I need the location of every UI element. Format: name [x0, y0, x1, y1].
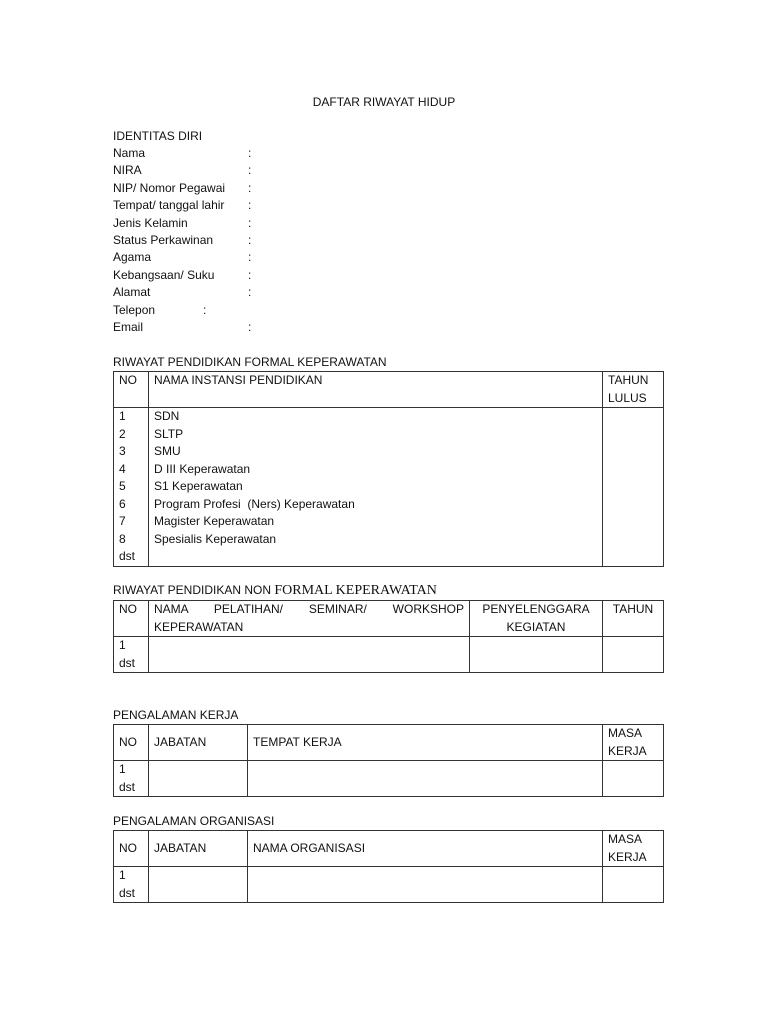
list-item: SLTP [154, 426, 184, 441]
table-row [114, 761, 664, 797]
row-number: 8 [119, 531, 126, 546]
organizer-cell[interactable] [470, 637, 603, 673]
field-label: Email [113, 319, 144, 334]
header-jabatan: JABATAN [149, 831, 248, 867]
field-colon: : [248, 232, 252, 247]
organization-experience-table [113, 830, 664, 903]
heading-part: RIWAYAT PENDIDIKAN NON [113, 583, 275, 597]
header-no: NO [114, 372, 149, 408]
formal-education-heading: RIWAYAT PENDIDIKAN FORMAL KEPERAWATAN [113, 355, 387, 369]
work-experience-heading: PENGALAMAN KERJA [113, 708, 239, 722]
header-nama-instansi: NAMA INSTANSI PENDIDIKAN [149, 372, 603, 408]
header-line: MASA [608, 726, 643, 740]
position-cell[interactable] [149, 761, 248, 797]
heading-part: FORMAL KEPERAWATAN [274, 583, 437, 598]
header-jabatan: JABATAN [149, 725, 248, 761]
header-masa-kerja [603, 725, 664, 761]
header-no: NO [114, 601, 149, 637]
row-number: 3 [119, 444, 126, 458]
field-colon: : [248, 180, 252, 195]
position-cell[interactable] [149, 867, 248, 903]
list-item: Spesialis Keperawatan [154, 531, 277, 546]
header-line: MASA [608, 832, 643, 846]
field-colon: : [248, 163, 252, 178]
field-colon: : [248, 146, 252, 160]
table-header-row [114, 601, 664, 637]
work-experience-table [113, 724, 664, 797]
list-item: SMU [154, 444, 181, 458]
workplace-cell[interactable] [248, 761, 603, 797]
table-header-row [114, 831, 664, 867]
header-line: KERJA [608, 743, 647, 758]
field-colon: : [248, 319, 252, 334]
list-item: S1 Keperawatan [154, 479, 243, 493]
header-line: NAMA PELATIHAN/ SEMINAR/ WORKSHOP [154, 602, 464, 616]
header-tempat-kerja: TEMPAT KERJA [248, 725, 603, 761]
page-title: DAFTAR RIWAYAT HIDUP [312, 95, 456, 109]
row-number: 5 [119, 479, 126, 493]
header-tahun: TAHUN [603, 601, 664, 637]
table-header-row [114, 372, 664, 408]
row-number: 6 [119, 496, 126, 511]
header-penyelenggara [470, 601, 603, 637]
field-label: Kebangsaan/ Suku [113, 267, 215, 282]
table-header-row [114, 725, 664, 761]
year-cell[interactable] [603, 408, 664, 567]
row-number: dst [119, 779, 136, 794]
formal-education-table [113, 371, 664, 567]
row-number: 1 [119, 868, 126, 882]
tenure-cell[interactable] [603, 761, 664, 797]
row-number-cell [114, 867, 149, 903]
field-label: Alamat [113, 285, 151, 300]
header-tahun-lulus [603, 372, 664, 408]
table-row [114, 867, 664, 903]
row-number: 2 [119, 426, 126, 441]
nonformal-education-table [113, 600, 664, 673]
row-number: 1 [119, 409, 126, 423]
organization-name-cell[interactable] [248, 867, 603, 903]
list-item: SDN [154, 409, 180, 423]
header-nama-pelatihan [149, 601, 470, 637]
row-number: 7 [119, 514, 126, 528]
header-line: KEGIATAN [506, 619, 566, 634]
field-colon: : [203, 302, 207, 317]
field-label: Tempat/ tanggal lahir [113, 198, 225, 213]
field-label: Agama [113, 250, 152, 265]
header-line: LULUS [608, 390, 647, 405]
field-colon: : [248, 267, 252, 282]
header-nama-organisasi: NAMA ORGANISASI [248, 831, 603, 867]
nonformal-education-heading [113, 582, 437, 600]
header-masa-kerja [603, 831, 664, 867]
institution-column [149, 408, 603, 567]
row-number: 1 [119, 638, 126, 652]
list-item: Program Profesi (Ners) Keperawatan [154, 496, 355, 511]
row-number: dst [119, 549, 136, 563]
list-item: D III Keperawatan [154, 461, 251, 476]
header-line: KERJA [608, 849, 647, 864]
row-number-cell [114, 761, 149, 797]
organization-experience-heading: PENGALAMAN ORGANISASI [113, 814, 275, 828]
field-label: Status Perkawinan [113, 232, 214, 247]
header-line: PENYELENGGARA [482, 602, 590, 616]
header-line: KEPERAWATAN [154, 619, 244, 634]
field-colon: : [248, 215, 252, 230]
number-column [114, 408, 149, 567]
table-row [114, 637, 664, 673]
field-colon: : [248, 285, 252, 300]
header-no: NO [114, 831, 149, 867]
row-number: 4 [119, 461, 126, 476]
year-cell[interactable] [603, 637, 664, 673]
header-no: NO [114, 725, 149, 761]
row-number-cell [114, 637, 149, 673]
field-label: Nama [113, 146, 146, 160]
row-number: dst [119, 885, 136, 900]
tenure-cell[interactable] [603, 867, 664, 903]
row-number: 1 [119, 762, 126, 776]
field-colon: : [248, 198, 252, 213]
table-row [114, 408, 664, 567]
header-line: TAHUN [608, 373, 649, 387]
training-name-cell[interactable] [149, 637, 470, 673]
row-number: dst [119, 655, 136, 670]
field-label: Telepon [113, 302, 156, 317]
field-colon: : [248, 250, 252, 265]
field-label: NIP/ Nomor Pegawai [113, 180, 226, 195]
identity-heading: IDENTITAS DIRI [113, 129, 203, 143]
field-label: NIRA [113, 163, 142, 178]
field-label: Jenis Kelamin [113, 215, 188, 230]
list-item: Magister Keperawatan [154, 514, 275, 528]
